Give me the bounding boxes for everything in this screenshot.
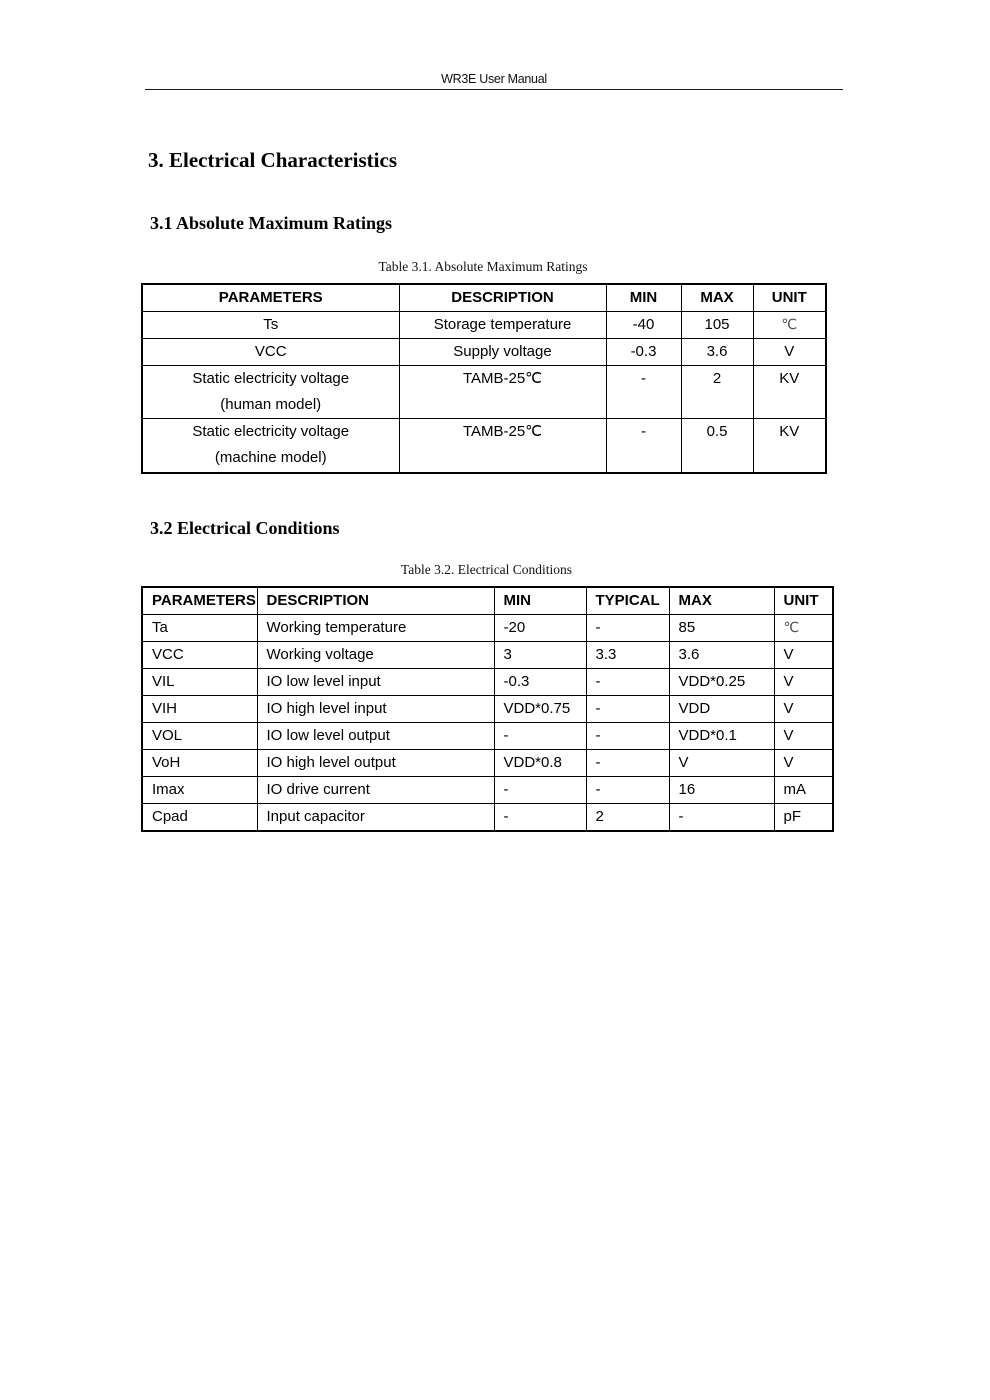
subsection-heading-absolute-maximum-ratings: 3.1 Absolute Maximum Ratings (150, 213, 393, 233)
table-cell: KV (753, 419, 826, 473)
table-row (142, 804, 833, 832)
table-cell: Working voltage (257, 642, 494, 669)
celsius-symbol: ℃ (783, 620, 800, 636)
column-header: DESCRIPTION (257, 587, 494, 615)
table-cell: - (494, 777, 586, 804)
table-cell: Cpad (142, 804, 257, 832)
column-header: MAX (681, 284, 753, 312)
table-cell: 3.3 (586, 642, 669, 669)
column-header: UNIT (774, 587, 833, 615)
table-cell: - (586, 777, 669, 804)
table-row (142, 366, 826, 419)
table-cell: V (669, 750, 774, 777)
table-cell: 3 (494, 642, 586, 669)
table-cell: -40 (606, 312, 681, 339)
table-cell: 2 (681, 366, 753, 419)
table-row (142, 615, 833, 642)
table-row (142, 339, 826, 366)
table-row (142, 312, 826, 339)
table-cell: - (586, 750, 669, 777)
table-row (142, 777, 833, 804)
table-cell: TAMB-25℃ (399, 419, 606, 473)
celsius-symbol: ℃ (781, 317, 798, 333)
table-row (142, 696, 833, 723)
table-cell: Ta (142, 615, 257, 642)
table-cell: Input capacitor (257, 804, 494, 832)
table-cell: - (606, 419, 681, 473)
table-cell: 16 (669, 777, 774, 804)
table-cell: mA (774, 777, 833, 804)
table-cell: VDD*0.75 (494, 696, 586, 723)
table-cell: VCC (142, 642, 257, 669)
page-header-title: WR3E User Manual (441, 72, 547, 86)
table-cell: - (494, 804, 586, 832)
table-cell: - (586, 669, 669, 696)
column-header: TYPICAL (586, 587, 669, 615)
table-row (142, 669, 833, 696)
table-cell: -0.3 (494, 669, 586, 696)
table-header-row (142, 587, 833, 615)
table-cell: VDD (669, 696, 774, 723)
table-cell: - (494, 723, 586, 750)
table-cell: IO low level output (257, 723, 494, 750)
table-header-row (142, 284, 826, 312)
table-row (142, 723, 833, 750)
subsection-heading-electrical-conditions: 3.2 Electrical Conditions (150, 518, 340, 538)
table-cell: -20 (494, 615, 586, 642)
table-cell: -0.3 (606, 339, 681, 366)
table-cell: 3.6 (669, 642, 774, 669)
table-cell: V (774, 723, 833, 750)
table-cell: IO high level output (257, 750, 494, 777)
table-cell: Imax (142, 777, 257, 804)
table-cell: VoH (142, 750, 257, 777)
column-header: MAX (669, 587, 774, 615)
table-cell (774, 615, 833, 642)
table-cell: IO low level input (257, 669, 494, 696)
table-cell: VIH (142, 696, 257, 723)
table-row (142, 642, 833, 669)
table-electrical-conditions (141, 586, 834, 832)
table-cell: 0.5 (681, 419, 753, 473)
table-cell: - (606, 366, 681, 419)
column-header: PARAMETERS (142, 284, 399, 312)
column-header: MIN (494, 587, 586, 615)
table-cell (753, 312, 826, 339)
column-header: PARAMETERS (142, 587, 257, 615)
table-cell: VDD*0.8 (494, 750, 586, 777)
table-cell: V (753, 339, 826, 366)
table-cell: TAMB-25℃ (399, 366, 606, 419)
table-cell: V (774, 750, 833, 777)
column-header: MIN (606, 284, 681, 312)
table-row (142, 419, 826, 473)
table-cell: IO high level input (257, 696, 494, 723)
table-cell: - (586, 723, 669, 750)
header-rule (145, 89, 843, 90)
column-header: UNIT (753, 284, 826, 312)
table-cell: - (586, 696, 669, 723)
table-cell: 105 (681, 312, 753, 339)
table-cell: VDD*0.25 (669, 669, 774, 696)
table-cell: VOL (142, 723, 257, 750)
section-heading-electrical-characteristics: 3. Electrical Characteristics (148, 148, 397, 172)
table-cell: 85 (669, 615, 774, 642)
table-cell: V (774, 669, 833, 696)
table2-caption: Table 3.2. Electrical Conditions (400, 562, 573, 577)
table-cell: IO drive current (257, 777, 494, 804)
table-cell: pF (774, 804, 833, 832)
table-cell: Static electricity voltage (human model) (142, 366, 399, 419)
page-header (145, 72, 843, 86)
table1-caption: Table 3.1. Absolute Maximum Ratings (378, 259, 588, 274)
table-cell: VDD*0.1 (669, 723, 774, 750)
table-cell: - (669, 804, 774, 832)
table-cell: Working temperature (257, 615, 494, 642)
table-absolute-maximum-ratings (141, 283, 827, 474)
table-cell: - (586, 615, 669, 642)
table-row (142, 750, 833, 777)
table-cell: VIL (142, 669, 257, 696)
table-cell: V (774, 696, 833, 723)
table-cell: VCC (142, 339, 399, 366)
table-cell: KV (753, 366, 826, 419)
table-cell: Storage temperature (399, 312, 606, 339)
table-cell: V (774, 642, 833, 669)
table-cell: Ts (142, 312, 399, 339)
table-cell: Supply voltage (399, 339, 606, 366)
table-cell: 3.6 (681, 339, 753, 366)
table-cell: 2 (586, 804, 669, 832)
column-header: DESCRIPTION (399, 284, 606, 312)
table-cell: Static electricity voltage (machine model) (142, 419, 399, 473)
